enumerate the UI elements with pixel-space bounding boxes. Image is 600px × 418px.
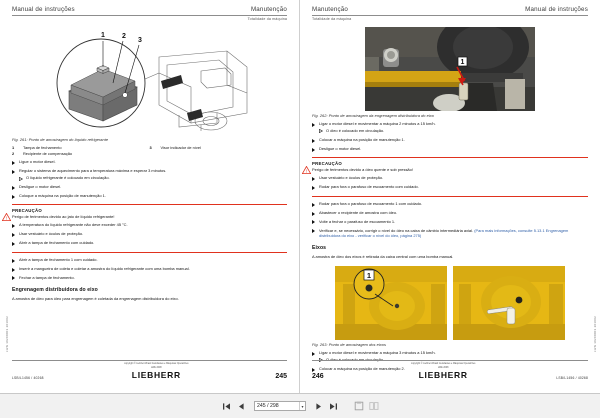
copyright-year-right: LWE 2008 <box>437 366 449 369</box>
step-item: Ligue o motor diesel. <box>12 159 287 165</box>
step-item: Desligue o motor diesel. <box>12 184 287 190</box>
step-item: A temperatura do líquido refrigerante não deve exceder 45 °C. <box>12 222 287 228</box>
section-body-right: A amostra de óleo dos eixos é retirada da caixa central com uma bomba manual. <box>312 254 454 260</box>
steps-list-1-right <box>312 121 588 152</box>
footer-rule <box>312 360 588 361</box>
figure-261-illustration <box>41 27 259 135</box>
copyright-line-left: copyright © Liebherr-Brasil Guindastes e Máquinas Operatrizes <box>124 363 189 366</box>
page-left[interactable] <box>0 0 300 394</box>
subhead-left-page: Totalidade da máquina <box>247 17 287 21</box>
figure-261-callout-2: 2 <box>121 33 126 40</box>
single-page-view-button[interactable] <box>353 401 364 412</box>
figure-262-photo <box>365 27 535 111</box>
svg-text:!: ! <box>5 215 8 221</box>
pdf-toolbar <box>0 393 600 418</box>
liebherr-logo-right: LIEBHERR <box>418 370 468 380</box>
legend-number: 1 <box>12 145 15 150</box>
figure-263-caption: Fig. 263: Ponto de amostragem dos eixos <box>312 341 386 347</box>
steps-list-2-left <box>12 257 287 281</box>
page-footer-left <box>12 360 287 380</box>
copyright-year-left: LWE 2008 <box>151 366 162 369</box>
step-item: Abrir a tampa de fechamento com cuidado. <box>12 240 287 246</box>
page-number-field[interactable] <box>254 401 306 411</box>
figure-262-callout-1: 1 <box>460 59 465 66</box>
step-item: Fechar a tampa de fechamento. <box>12 275 287 281</box>
warning-triangle-icon <box>2 208 11 226</box>
figure-262-caption: Fig. 262: Ponto de amostragem da engrenagem distribuidora do eixo <box>312 113 434 118</box>
figure-262 <box>312 27 588 111</box>
step-item: Ligar o motor diesel e movimentar a máquina 2 minutos a 15 km/h. <box>312 121 588 127</box>
step-item: Abastecer o recipiente de amostra com óleo. <box>312 210 588 216</box>
legend-label: Visor indicador de nível <box>160 145 201 150</box>
copyright-line-right: copyright © Liebherr-Brasil Guindastes e Máquinas Operatrizes <box>410 363 476 366</box>
step-item: Ligar o motor diesel e movimentar a máquina 3 minutos a 15 km/h. <box>312 350 588 356</box>
running-head-left: Manutenção <box>312 6 349 13</box>
two-page-view-button[interactable] <box>368 401 379 412</box>
last-page-button[interactable] <box>328 401 339 412</box>
subhead-right-page: Totalidade da máquina <box>312 17 352 21</box>
legend-number: 2 <box>12 150 15 156</box>
step-item: Colocar a máquina na posição de manutenção 1. <box>312 137 588 143</box>
header-rule <box>312 15 588 16</box>
caution-text: Perigo de ferimentos devido ao jato de líquido refrigerante! <box>12 214 115 220</box>
step-item: Usar vestuário e óculos de proteção. <box>312 175 588 181</box>
legend-number: 3 <box>149 145 152 150</box>
side-code-right: LWN 10200003 201002 <box>593 315 597 352</box>
page-number-left: 245 <box>275 373 287 380</box>
two-page-icon <box>369 401 379 411</box>
steps-list-1-left <box>12 159 287 199</box>
step-subitem <box>312 128 588 134</box>
cross-reference-link[interactable]: (Para mais informações, consulte 5.13.1 Engrenagem distribuidora do eixo - verificar o nível do óleo, página 275) <box>319 227 569 239</box>
step-item: Regular o sistema de aquecimento para a temperatura máxima e esperar 3 minutos. <box>12 168 287 174</box>
running-head-left: Manual de instruções <box>12 6 75 13</box>
legend-item <box>12 151 150 156</box>
caution-title: PRECAUÇÃO <box>12 207 42 213</box>
running-head-right: Manual de instruções <box>525 6 588 13</box>
liebherr-logo-left: LIEBHERR <box>131 370 181 380</box>
legend-label: Recipiente de compensação <box>23 150 73 156</box>
first-page-icon <box>222 402 231 411</box>
figure-261-callout-3: 3 <box>137 37 142 44</box>
figure-261-legend <box>12 145 287 156</box>
hollow-triangle-icon <box>19 177 23 181</box>
page-number-input[interactable] <box>255 403 299 409</box>
document-id-right: LSB/L1456 / 40268 <box>556 376 588 380</box>
single-page-icon <box>354 401 364 411</box>
step-item: Colocar a máquina na posição de manutenção 2. <box>312 366 588 372</box>
side-code-left: LWN 10200003 201002 <box>5 315 9 352</box>
step-subitem-text: O líquido refrigerante é colocado em circulação. <box>26 175 110 181</box>
figure-261-caption: Fig. 261: Ponto de amostragem do líquido refrigerante <box>12 137 109 142</box>
step-item: Rodar para fora o parafuso de escoamento 1 com cuidado. <box>312 201 588 207</box>
section-body-left: A amostra de óleo para óleo para engrenagem é coletada da engrenagem distribuidora do eixo. <box>12 295 179 301</box>
step-text: Verificar e, se necessário, corrigir o nível do óleo na caixa de câmbio intermediária axial. <box>319 227 474 233</box>
step-item: Usar vestuário e óculos de proteção. <box>12 231 287 237</box>
next-page-icon <box>314 402 323 411</box>
running-head-right: Manutenção <box>250 6 287 13</box>
step-item: Abrir a tampa de fechamento 1 com cuidado. <box>12 257 287 263</box>
legend-item <box>12 145 150 150</box>
caution-text: Perigo de ferimentos devido a óleo quente e sob pressão! <box>312 167 413 173</box>
running-head-left-page <box>12 6 287 15</box>
caution-steps-right <box>312 175 588 190</box>
legend-label: Tampa de fechamento <box>23 145 62 150</box>
caution-steps-left <box>12 222 287 246</box>
page-footer-right <box>312 360 588 380</box>
header-rule <box>12 15 287 16</box>
step-item: Inserir a mangueira de coleta e coletar a amostra do líquido refrigerante com uma bomba manual. <box>12 266 287 272</box>
section-heading-left: Engrenagem distribuidora do eixo <box>12 286 98 293</box>
step-item: Coloque a máquina na posição de manutenção 1. <box>12 193 287 199</box>
step-item: Rodar para fora o parafuso de escoamento com cuidado. <box>312 184 588 190</box>
svg-text:!: ! <box>305 168 308 174</box>
figure-263 <box>312 266 588 340</box>
figure-263-photos <box>335 266 565 340</box>
previous-page-button[interactable] <box>236 401 247 412</box>
page-number-right: 246 <box>312 373 324 380</box>
page-dropdown-caret[interactable]: ▾ <box>299 402 305 410</box>
next-page-button[interactable] <box>313 401 324 412</box>
running-head-right-page <box>312 6 588 15</box>
page-right[interactable] <box>300 0 600 394</box>
step-item: Volte a fechar o parafuso de escoamento 1. <box>312 219 588 225</box>
step-item: Desligue o motor diesel. <box>312 146 588 152</box>
figure-261 <box>12 27 287 135</box>
step-subitem <box>12 175 287 181</box>
document-id-left: LSB/L1456 / 40268 <box>12 376 44 380</box>
step-item-with-xref <box>312 228 588 239</box>
figure-261-callout-1: 1 <box>100 32 105 39</box>
steps-list-2-right <box>312 201 588 239</box>
section-heading-right: Eixos <box>312 245 327 252</box>
first-page-button[interactable] <box>221 401 232 412</box>
figure-263-callout-1: 1 <box>366 270 372 280</box>
warning-triangle-icon <box>302 161 311 179</box>
previous-page-icon <box>237 402 246 411</box>
caution-title: PRECAUÇÃO <box>312 160 342 166</box>
last-page-icon <box>329 402 338 411</box>
hollow-triangle-icon <box>319 129 323 133</box>
footer-rule <box>12 360 287 361</box>
caution-box-left <box>5 204 287 253</box>
caution-box-right <box>305 157 588 197</box>
legend-item <box>150 145 288 150</box>
step-subitem-text: O óleo é colocado em circulação. <box>326 128 385 134</box>
